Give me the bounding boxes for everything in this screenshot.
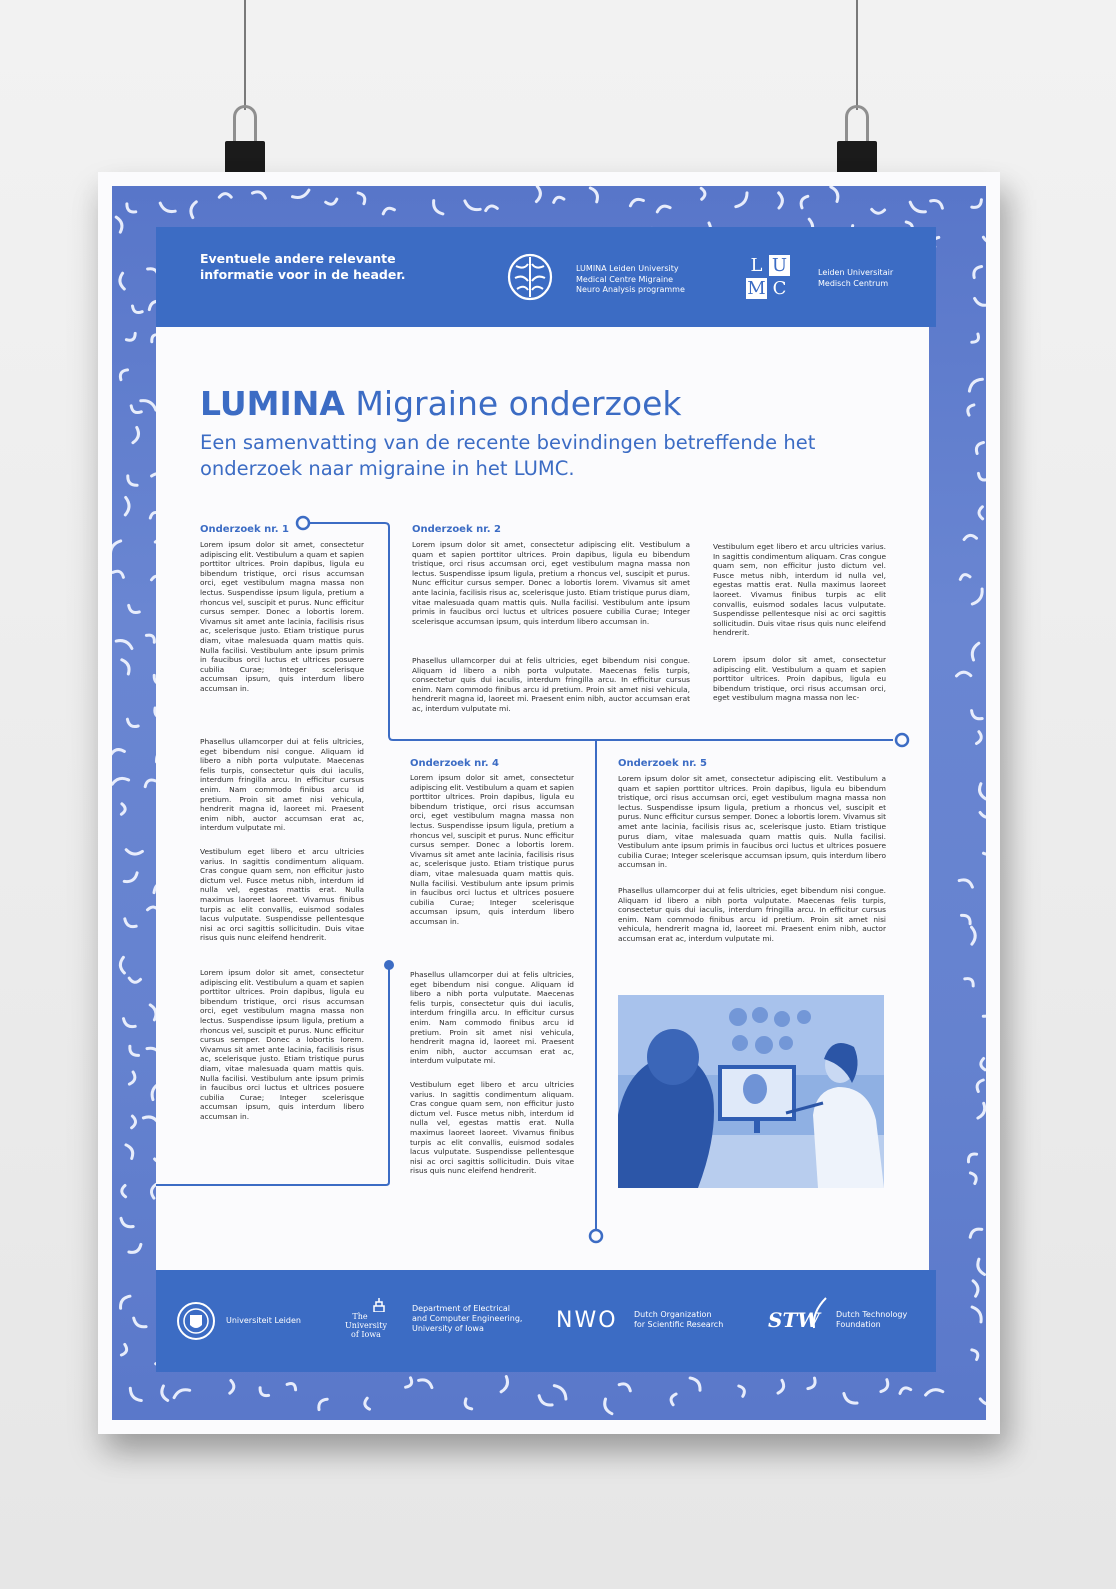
- lumc-letter: U: [769, 255, 790, 276]
- iowa-line: and Computer Engineering,: [412, 1314, 523, 1323]
- iowa-logo: [336, 1298, 396, 1346]
- section-2-paragraph: Phasellus ullamcorper dui at felis ultricies, eget bibendum nisi congue. Aliquam id libero a nibh porta vulputate. Maecenas felis turpis, consectetur quis dui iaculis, interdum fringilla arcu. In efficitur cursus enim. Nam commodo finibus arcu id pretium. Proin sit amet nisi vehicula, hendrerit magna id, laoreet mi. Praesent enim nibh, auctor accumsan erat ac, interdum vulputate mi.: [412, 656, 690, 713]
- section-1-paragraph: Vestibulum eget libero et arcu ultricies varius. In sagittis condimentum aliquam. Cras congue quam sem, non efficitur justo dictum vel. Fusce metus nibh, interdum id nulla vel, egestas mattis erat. Nulla maximus laoreet laoreet. Vivamus finibus turpis ac elit convallis, euismod sodales lacus vulputate. Suspendisse pellentesque nisi ac orci sagittis sollicitudin. Duis vitae risus quis nunc eleifend hendrerit.: [200, 847, 364, 943]
- footer-leiden: Universiteit Leiden: [226, 1316, 301, 1325]
- header-note: Eventuele andere relevante informatie voor in de header.: [200, 251, 406, 282]
- leiden-seal-icon: [176, 1301, 216, 1341]
- section-5-paragraph: Phasellus ullamcorper dui at felis ultricies, eget bibendum nisi congue. Aliquam id libero a nibh porta vulputate. Maecenas felis turpis, consectetur quis dui iaculis, interdum fringilla arcu. In efficitur cursus enim. Nam commodo finibus arcu id pretium. Proin sit amet nisi vehicula, hendrerit magna id, laoreet mi. Praesent enim nibh, auctor accumsan erat ac, interdum vulputate mi.: [618, 886, 886, 943]
- node-right: [896, 734, 908, 746]
- node-junction: [384, 960, 394, 970]
- node-start: [297, 517, 309, 529]
- iowa-logo-line: The: [352, 1312, 368, 1321]
- iowa-logo-line: University: [345, 1321, 387, 1330]
- lumc-line: Leiden Universitair: [818, 268, 894, 277]
- lumc-letter: M: [747, 278, 766, 299]
- section-4-paragraph: Lorem ipsum dolor sit amet, consectetur adipiscing elit. Vestibulum a quam et sapien porttitor ultrices. Proin dapibus, ligula eu bibendum tristique, orci risus accumsan orci, eget vestibulum magna massa non lectus. Suspendisse ipsum ligula, pretium a rhoncus vel, suscipit et purus. Nunc efficitur cursus semper. Donec a lobortis lorem. Vivamus sit amet ante lacinia, facilisis risus ac, scelerisque justo. Etiam tristique purus diam, vitae malesuada quam mattis quis. Nulla facilisi. Vestibulum ante ipsum primis in faucibus orci luctus et ultrices posuere cubilia Curae; Integer scelerisque accumsan ipsum, quis interdum libero accumsan in.: [410, 773, 574, 926]
- poster-subtitle: Een samenvatting van de recente bevindingen betreffende het onderzoek naar migraine in het LUMC.: [200, 431, 816, 480]
- iowa-capitol-icon: [372, 1298, 386, 1312]
- consultation-photo: [618, 995, 884, 1188]
- stw-line: Dutch Technology: [836, 1310, 908, 1319]
- section-1-heading: Onderzoek nr. 1: [200, 524, 289, 535]
- section-4-paragraph: Vestibulum eget libero et arcu ultricies varius. In sagittis condimentum aliquam. Cras congue quam sem, non efficitur justo dictum vel. Fusce metus nibh, interdum id nulla vel, egestas mattis erat. Nulla maximus laoreet laoreet. Vivamus finibus turpis ac elit convallis, euismod sodales lacus vulputate. Suspendisse pellentesque nisi ac orci sagittis sollicitudin. Duis vitae risus quis nunc eleifend hendrerit.: [410, 1080, 574, 1176]
- hanging-string-left: [244, 0, 246, 110]
- nwo-logo: NWO: [556, 1308, 618, 1333]
- section-5-paragraph: Lorem ipsum dolor sit amet, consectetur adipiscing elit. Vestibulum a quam et sapien porttitor ultrices. Proin dapibus, ligula eu bibendum tristique, orci risus accumsan orci, eget vestibulum magna massa non lectus. Suspendisse ipsum ligula, pretium a rhoncus vel, suscipit et purus. Nunc efficitur cursus semper. Donec a lobortis lorem. Vivamus sit amet ante lacinia, facilisis risus ac, scelerisque justo. Etiam tristique purus diam, vitae malesuada quam mattis quis. Nulla facilisi. Vestibulum ante ipsum primis in faucibus orci luctus et ultrices posuere cubilia Curae; Integer scelerisque accumsan ipsum, quis interdum libero accumsan in.: [618, 774, 886, 870]
- poster-footer: [156, 1270, 936, 1372]
- iowa-line: University of Iowa: [412, 1324, 484, 1333]
- iowa-logo-line: of Iowa: [351, 1330, 381, 1339]
- section-4-heading: Onderzoek nr. 4: [410, 758, 499, 769]
- section-3-paragraph: Vestibulum eget libero et arcu ultricies varius. In sagittis condimentum aliquam. Cras congue quam sem, non efficitur justo dictum vel. Fusce metus nibh, interdum id nulla vel, egestas mattis erat. Nulla maximus laoreet laoreet. Vivamus finibus turpis ac elit convallis, euismod sodales lacus vulputate. Suspendisse pellentesque nisi ac orci sagittis sollicitudin. Duis vitae risus quis nunc eleifend hendrerit.: [713, 542, 886, 638]
- section-1-paragraph: Lorem ipsum dolor sit amet, consectetur adipiscing elit. Vestibulum a quam et sapien porttitor ultrices. Proin dapibus, ligula eu bibendum tristique, orci risus accumsan orci, eget vestibulum magna massa non lectus. Suspendisse ipsum ligula, pretium a rhoncus vel, suscipit et purus. Nunc efficitur cursus semper. Donec a lobortis lorem. Vivamus sit amet ante lacinia, facilisis risus ac, scelerisque justo. Etiam tristique purus diam, vitae malesuada quam mattis quis. Nulla facilisi. Vestibulum ante ipsum primis in faucibus orci luctus et ultrices posuere cubilia Curae; Integer scelerisque accumsan ipsum, quis interdum libero accumsan in.: [200, 540, 364, 693]
- iowa-line: Department of Electrical: [412, 1304, 510, 1313]
- nwo-text: [634, 1310, 723, 1330]
- nwo-line: Dutch Organization: [634, 1310, 712, 1319]
- photo-illustration: [618, 995, 884, 1188]
- program-line: Medical Centre Migraine: [576, 274, 674, 284]
- title-rest: Migraine onderzoek: [344, 384, 682, 423]
- nwo-line: for Scientific Research: [634, 1320, 724, 1329]
- iowa-text: [412, 1304, 522, 1334]
- lumc-letter: C: [772, 278, 787, 299]
- title-bold: LUMINA: [200, 384, 345, 423]
- lumc-letter: L: [750, 255, 763, 276]
- section-1-paragraph: Phasellus ullamcorper dui at felis ultricies, eget bibendum nisi congue. Aliquam id libero a nibh porta vulputate. Maecenas felis turpis, consectetur quis dui iaculis, interdum fringilla arcu. In efficitur cursus enim. Nam commodo finibus arcu id pretium. Proin sit amet nisi vehicula, hendrerit magna id, laoreet mi. Praesent enim nibh, auctor accumsan erat ac, interdum vulputate mi.: [200, 737, 364, 833]
- stw-swoosh-icon: [810, 1296, 830, 1330]
- stw-text: [836, 1310, 907, 1330]
- node-end: [590, 1230, 602, 1242]
- program-line: Neuro Analysis programme: [576, 285, 685, 294]
- section-4-paragraph: Phasellus ullamcorper dui at felis ultricies, eget bibendum nisi congue. Aliquam id libero a nibh porta vulputate. Maecenas felis turpis, consectetur quis dui iaculis, interdum fringilla arcu. In efficitur cursus enim. Nam commodo finibus arcu id pretium. Proin sit amet nisi vehicula, hendrerit magna id, laoreet mi. Praesent enim nibh, auctor accumsan erat ac, interdum vulputate mi.: [410, 970, 574, 1066]
- hanging-string-right: [856, 0, 858, 110]
- section-2-paragraph: Lorem ipsum dolor sit amet, consectetur adipiscing elit. Vestibulum a quam et sapien porttitor ultrices. Proin dapibus, ligula eu bibendum tristique, orci risus accumsan orci, eget vestibulum magna massa non lectus. Suspendisse ipsum ligula, pretium a rhoncus vel, suscipit et purus. Nunc efficitur cursus semper. Donec a lobortis lorem. Vivamus sit amet ante lacinia, facilisis risus ac, scelerisque justo. Etiam tristique purus diam, vitae malesuada quam mattis quis. Nulla facilisi. Vestibulum ante ipsum primis in faucibus orci luctus et ultrices posuere cubilia Curae; Integer scelerisque accumsan ipsum, quis interdum libero accumsan in.: [412, 540, 690, 626]
- section-3-paragraph: Lorem ipsum dolor sit amet, consectetur adipiscing elit. Vestibulum a quam et sapien porttitor ultrices. Proin dapibus, ligula eu bibendum tristique, orci risus accumsan orci, eget vestibulum magna massa non lec-: [713, 655, 886, 703]
- section-2-heading: Onderzoek nr. 2: [412, 524, 501, 535]
- section-1-paragraph: Lorem ipsum dolor sit amet, consectetur adipiscing elit. Vestibulum a quam et sapien porttitor ultrices. Proin dapibus, ligula eu bibendum tristique, orci risus accumsan orci, eget vestibulum magna massa non lectus. Suspendisse ipsum ligula, pretium a rhoncus vel, suscipit et purus. Nunc efficitur cursus semper. Donec a lobortis lorem. Vivamus sit amet ante lacinia, facilisis risus ac, scelerisque justo. Etiam tristique purus diam, vitae malesuada quam mattis quis. Nulla facilisi. Vestibulum ante ipsum primis in faucibus orci luctus et ultrices posuere cubilia Curae; Integer scelerisque accumsan ipsum, quis interdum libero accumsan in.: [200, 968, 364, 1121]
- program-line: LUMINA Leiden University: [576, 264, 679, 273]
- section-5-heading: Onderzoek nr. 5: [618, 758, 707, 769]
- poster: [98, 172, 1000, 1434]
- lumc-line: Medisch Centrum: [818, 278, 889, 288]
- stw-line: Foundation: [836, 1320, 881, 1329]
- stw-logo: STW: [768, 1308, 820, 1332]
